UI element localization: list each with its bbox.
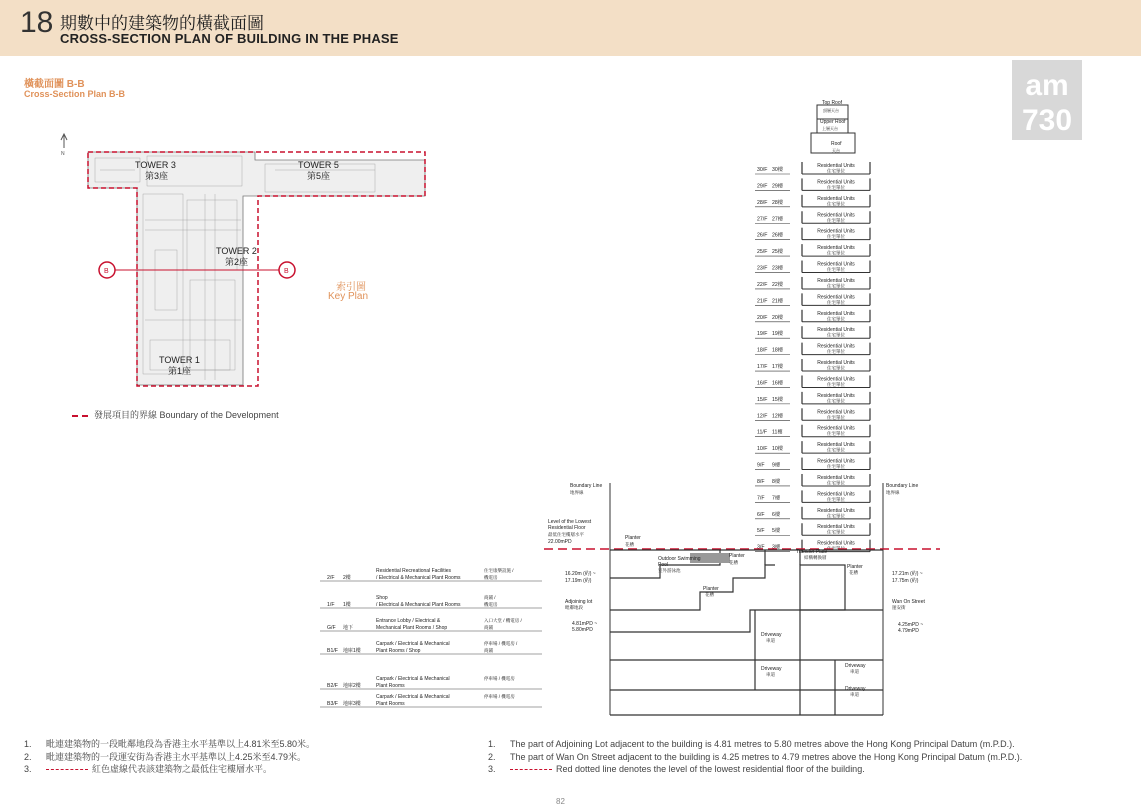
floor-label-zh: 17樓 xyxy=(772,364,783,371)
lower-floor-desc-1: Carpark / Electrical & Mechanical xyxy=(376,694,450,700)
residential-units-en: Residential Units xyxy=(817,261,855,268)
adjoining-lot-zh: 毗鄰地段 xyxy=(565,605,583,610)
note-zh-1: 1. 毗連建築物的一段毗鄰地段為香港主水平基準以上4.81米至5.80米。 xyxy=(24,739,316,749)
residential-units-zh: 住宅單位 xyxy=(827,513,845,519)
driveway-3-en: Driveway xyxy=(845,663,866,669)
lower-floor-zh-2: 機電房 xyxy=(484,575,498,580)
lower-floor-zh-2: 商鋪 xyxy=(484,625,493,630)
planter-2-zh: 花槽 xyxy=(729,560,738,565)
floor-row xyxy=(755,359,870,372)
lower-floor-desc-1: Carpark / Electrical & Mechanical xyxy=(376,641,450,647)
residential-units-zh: 住宅單位 xyxy=(827,234,845,240)
floor-row xyxy=(755,195,870,208)
residential-units-zh: 住宅單位 xyxy=(827,332,845,338)
floor-label-zh: 5樓 xyxy=(772,528,781,535)
lower-floor-row xyxy=(320,640,542,654)
logo-line-1: am xyxy=(1025,69,1069,102)
lower-floor-en: G/F xyxy=(327,625,336,631)
residential-units-en: Residential Units xyxy=(817,277,855,284)
cross-section-drawing xyxy=(320,95,940,715)
transfer-plate-en: Transfer Plate xyxy=(796,549,828,555)
left-level-l2: 17.19m (約) xyxy=(565,578,592,584)
floor-row xyxy=(755,326,870,339)
driveway-2-en: Driveway xyxy=(761,666,782,672)
floor-label-en: 23/F xyxy=(757,265,768,272)
driveway-2-zh: 車道 xyxy=(766,672,775,677)
floor-label-en: 8/F xyxy=(757,478,765,485)
floor-label-zh: 21樓 xyxy=(772,298,783,305)
tower-2-label-zh: 第2座 xyxy=(225,257,249,267)
lower-floor-zh-1: 住宅康樂設施 / xyxy=(484,568,514,573)
residential-units-zh: 住宅單位 xyxy=(827,316,845,322)
planter-1-zh: 花槽 xyxy=(625,542,634,547)
lower-floor-desc-1: Carpark / Electrical & Mechanical xyxy=(376,676,450,682)
residential-units-zh: 住宅單位 xyxy=(827,184,845,190)
residential-units-zh: 住宅單位 xyxy=(827,464,845,470)
floor-label-en: 27/F xyxy=(757,216,768,223)
lower-floor-zh: 2樓 xyxy=(343,575,351,581)
section-number: 18 xyxy=(20,6,54,39)
lower-floor-row xyxy=(320,617,542,631)
roof-zh: 天台 xyxy=(832,148,840,153)
residential-units-en: Residential Units xyxy=(817,458,855,465)
upper-roof-en: Upper Roof xyxy=(820,119,846,125)
svg-text:B: B xyxy=(104,268,109,275)
residential-units-en: Residential Units xyxy=(817,212,855,219)
floor-label-zh: 10樓 xyxy=(772,446,783,453)
residential-units-en: Residential Units xyxy=(817,376,855,383)
floor-label-en: 6/F xyxy=(757,511,765,518)
residential-units-zh: 住宅單位 xyxy=(827,299,845,305)
adjoining-mpd-l1: 4.81mPD ~ xyxy=(572,621,598,627)
floor-row xyxy=(755,310,870,323)
lower-floor-zh: 地下 xyxy=(343,625,354,631)
lower-floor-desc-2: Plant Rooms xyxy=(376,683,405,689)
residential-units-zh: 住宅單位 xyxy=(827,546,845,552)
residential-units-zh: 住宅單位 xyxy=(827,168,845,174)
page-title-en: CROSS-SECTION PLAN OF BUILDING IN THE PHASE xyxy=(60,31,399,46)
floor-label-zh: 30樓 xyxy=(772,167,783,173)
residential-units-zh: 住宅單位 xyxy=(827,431,845,437)
lower-floor-desc-2: Plant Rooms / Shop xyxy=(376,648,421,654)
notes-en xyxy=(488,738,1022,776)
residential-units-en: Residential Units xyxy=(817,392,855,399)
floor-label-en: 5/F xyxy=(757,528,765,535)
floor-label-en: 26/F xyxy=(757,232,768,239)
red-dash-icon xyxy=(510,769,552,770)
residential-units-en: Residential Units xyxy=(817,163,855,169)
residential-units-en: Residential Units xyxy=(817,524,855,531)
residential-units-en: Residential Units xyxy=(817,310,855,317)
tower-5-label-zh: 第5座 xyxy=(307,171,331,181)
floor-row xyxy=(755,162,870,175)
floor-label-zh: 19樓 xyxy=(772,331,783,338)
floor-label-zh: 20樓 xyxy=(772,314,783,321)
lower-floor-en: B3/F xyxy=(327,701,338,707)
residential-units-zh: 住宅單位 xyxy=(827,496,845,502)
pool-l3: 室外游泳池 xyxy=(658,568,681,573)
residential-units-zh: 住宅單位 xyxy=(827,365,845,371)
adjoining-lot-en: Adjoining lot xyxy=(565,599,593,605)
residential-units-en: Residential Units xyxy=(817,195,855,202)
residential-units-en: Residential Units xyxy=(817,294,855,301)
lower-floor-zh: 地庫1樓 xyxy=(343,648,361,654)
left-level-l1: 16.20m (約) ~ xyxy=(565,571,596,577)
right-level-l1: 17.21m (約) ~ xyxy=(892,571,923,577)
tower-1-label-zh: 第1座 xyxy=(168,366,192,376)
note-en-3: 3. Red dotted line denotes the level of the lowest residential floor of the building. xyxy=(488,764,865,774)
planter-1-en: Planter xyxy=(625,535,641,541)
planter-4-zh: 花槽 xyxy=(849,570,858,575)
floor-label-en: 9/F xyxy=(757,462,765,469)
street-mpd-l2: 4.79mPD xyxy=(898,628,919,634)
floor-label-en: 3/F xyxy=(757,544,765,551)
floor-row xyxy=(755,408,870,421)
lowest-floor-l3: 最低住宅樓層水平 xyxy=(548,532,584,537)
red-dash-icon xyxy=(72,415,88,417)
roof-en: Roof xyxy=(831,141,842,147)
residential-units-zh: 住宅單位 xyxy=(827,217,845,223)
floor-label-zh: 23樓 xyxy=(772,265,783,272)
floor-label-en: 19/F xyxy=(757,331,768,338)
podium-outline xyxy=(610,550,883,715)
floor-row xyxy=(755,375,870,388)
street-mpd-l1: 4.25mPD ~ xyxy=(898,622,924,628)
floor-row xyxy=(755,425,870,438)
floor-label-en: 17/F xyxy=(757,364,768,371)
floor-label-zh: 9樓 xyxy=(772,462,781,469)
planter-2-en: Planter xyxy=(729,553,745,559)
tower-3-label-en: TOWER 3 xyxy=(135,160,176,170)
floor-label-zh: 8樓 xyxy=(772,478,781,485)
driveway-4-en: Driveway xyxy=(845,686,866,692)
pool-l2: Pool xyxy=(658,562,669,568)
floor-label-en: 18/F xyxy=(757,347,768,354)
lower-floor-zh: 地庫3樓 xyxy=(343,701,361,707)
floor-label-zh: 27樓 xyxy=(772,216,783,223)
floor-label-zh: 7樓 xyxy=(772,495,781,502)
residential-units-en: Residential Units xyxy=(817,409,855,416)
north-arrow-icon xyxy=(61,134,67,157)
lower-floor-zh: 1樓 xyxy=(343,602,351,608)
boundary-legend xyxy=(72,408,279,421)
lower-floor-zh-1: 商鋪 / xyxy=(484,595,496,600)
lower-floor-desc-2: / Electrical & Mechanical Plant Rooms xyxy=(376,602,461,608)
floor-row xyxy=(755,293,870,306)
residential-units-en: Residential Units xyxy=(817,507,855,514)
floor-label-zh: 6樓 xyxy=(772,511,781,518)
floor-label-zh: 26樓 xyxy=(772,232,783,239)
residential-units-en: Residential Units xyxy=(817,327,855,334)
driveway-4-zh: 車道 xyxy=(850,692,859,697)
lower-floor-desc-1: Entrance Lobby / Electrical & xyxy=(376,618,441,624)
planter-3-zh: 花槽 xyxy=(705,592,714,597)
floor-row xyxy=(755,392,870,405)
floor-label-en: 30/F xyxy=(757,167,768,173)
lower-floor-row xyxy=(320,693,542,707)
lower-floor-row xyxy=(320,675,542,689)
residential-units-zh: 住宅單位 xyxy=(827,349,845,355)
floor-label-en: 15/F xyxy=(757,396,768,403)
residential-units-en: Residential Units xyxy=(817,474,855,481)
residential-units-zh: 住宅單位 xyxy=(827,529,845,535)
floor-label-zh: 28樓 xyxy=(772,199,783,206)
residential-units-zh: 住宅單位 xyxy=(827,381,845,387)
floor-label-zh: 18樓 xyxy=(772,347,783,354)
lower-floor-row xyxy=(320,594,542,608)
residential-units-zh: 住宅單位 xyxy=(827,480,845,486)
logo-line-2: 730 xyxy=(1021,104,1073,137)
lower-floor-table xyxy=(320,567,542,707)
residential-units-en: Residential Units xyxy=(817,343,855,350)
floor-label-zh: 12樓 xyxy=(772,413,783,420)
floor-label-zh: 3樓 xyxy=(772,544,781,551)
tower-floors xyxy=(755,162,870,552)
residential-units-en: Residential Units xyxy=(817,425,855,432)
pool-l1: Outdoor Swimming xyxy=(658,556,701,562)
floor-row xyxy=(755,490,870,503)
key-plan-label-en: Key Plan xyxy=(328,291,369,302)
floor-row xyxy=(755,261,870,274)
section-marker-left xyxy=(99,262,115,278)
svg-text:B: B xyxy=(284,268,289,275)
floor-label-zh: 16樓 xyxy=(772,380,783,387)
key-plan-label-zh: 索引圖 xyxy=(336,282,366,293)
lower-floor-desc-1: Shop xyxy=(376,595,388,601)
section-marker-right xyxy=(279,262,295,278)
floor-row xyxy=(755,474,870,487)
tower-1-label-en: TOWER 1 xyxy=(159,355,200,365)
residential-units-en: Residential Units xyxy=(817,228,855,235)
floor-row xyxy=(755,458,870,471)
section-title-zh: 橫截面圖 B-B xyxy=(24,79,85,90)
am730-logo xyxy=(1012,60,1082,140)
lower-floor-zh-1: 停車場 / 機電房 xyxy=(484,694,515,699)
driveway-1-en: Driveway xyxy=(761,632,782,638)
lower-floor-zh-1: 停車場 / 機電房 / xyxy=(484,641,518,646)
transfer-plate-zh: 結構轉換層 xyxy=(804,555,827,560)
floor-label-en: 25/F xyxy=(757,249,768,256)
lower-floor-zh-2: 商鋪 xyxy=(484,648,493,653)
tower-5-label-en: TOWER 5 xyxy=(298,160,339,170)
lower-floor-row xyxy=(320,567,542,581)
floor-label-en: 20/F xyxy=(757,314,768,321)
top-roof-en: Top Roof xyxy=(822,100,843,106)
floor-row xyxy=(755,211,870,224)
wan-on-street-zh: 運安街 xyxy=(892,605,906,610)
floor-row xyxy=(755,178,870,191)
residential-units-zh: 住宅單位 xyxy=(827,201,845,207)
floor-label-zh: 22樓 xyxy=(772,281,783,288)
residential-units-en: Residential Units xyxy=(817,360,855,367)
residential-units-en: Residential Units xyxy=(817,179,855,186)
section-title-en: Cross-Section Plan B-B xyxy=(24,89,126,99)
note-en-1: 1. The part of Adjoining Lot adjacent to the building is 4.81 metres to 5.80 metres above the Hong Kong Principal Datum (m.P.D.). xyxy=(488,739,1015,749)
residential-units-en: Residential Units xyxy=(817,245,855,252)
floor-label-en: 10/F xyxy=(757,446,768,453)
residential-units-zh: 住宅單位 xyxy=(827,447,845,453)
page-header xyxy=(0,0,1141,56)
boundary-line-left-en: Boundary Line xyxy=(570,483,603,489)
driveway-1-zh: 車道 xyxy=(766,638,775,643)
residential-units-en: Residential Units xyxy=(817,540,855,547)
residential-units-zh: 住宅單位 xyxy=(827,414,845,420)
boundary-line-left-zh: 地界線 xyxy=(570,490,584,495)
adjoining-mpd-l2: 5.80mPD xyxy=(572,627,593,633)
residential-units-en: Residential Units xyxy=(817,442,855,449)
page-title-zh: 期數中的建築物的橫截面圖 xyxy=(60,14,264,33)
lower-floor-en: 2/F xyxy=(327,575,335,581)
lower-floor-zh: 地庫2樓 xyxy=(343,683,361,689)
floor-label-zh: 11樓 xyxy=(772,429,783,436)
note-zh-3: 3. 紅色虛線代表該建築物之最低住宅樓層水平。 xyxy=(24,764,273,774)
residential-units-zh: 住宅單位 xyxy=(827,283,845,289)
note-zh-2: 2. 毗連建築物的一段運安街為香港主水平基準以上4.25米至4.79米。 xyxy=(24,751,307,762)
residential-units-zh: 住宅單位 xyxy=(827,250,845,256)
residential-units-en: Residential Units xyxy=(817,491,855,498)
planter-4-en: Planter xyxy=(847,564,863,570)
key-plan xyxy=(55,130,339,395)
floor-label-en: 12/F xyxy=(757,413,768,420)
lower-floor-desc-2: Mechanical Plant Rooms / Shop xyxy=(376,625,448,631)
lower-floor-en: B2/F xyxy=(327,683,338,689)
boundary-line-right-zh: 地界線 xyxy=(886,490,900,495)
floor-label-zh: 29樓 xyxy=(772,183,783,190)
upper-roof-zh: 上層天台 xyxy=(822,126,838,131)
floor-row xyxy=(755,228,870,241)
lower-floor-desc-2: / Electrical & Mechanical Plant Rooms xyxy=(376,575,461,581)
floor-row xyxy=(755,523,870,536)
page-number: 82 xyxy=(556,797,565,806)
north-label: N xyxy=(61,151,65,157)
boundary-line-right-en: Boundary Line xyxy=(886,483,919,489)
floor-row xyxy=(755,277,870,290)
note-en-2: 2. The part of Wan On Street adjacent to the building is 4.25 metres to 4.79 metres above the Hong Kong Principal Datum (m.P.D.). xyxy=(488,751,1023,762)
lower-floor-desc-1: Residential Recreational Facilities xyxy=(376,568,452,574)
lower-floor-zh-1: 入口大堂 / 機電房 / xyxy=(484,618,522,623)
residential-units-zh: 住宅單位 xyxy=(827,398,845,404)
residential-units-zh: 住宅單位 xyxy=(827,267,845,273)
wan-on-street-en: Wan On Street xyxy=(892,599,925,605)
lower-floor-zh-1: 停車場 / 機電房 xyxy=(484,676,515,681)
floor-label-en: 28/F xyxy=(757,199,768,206)
tower-2-label-en: TOWER 2 xyxy=(216,246,257,256)
top-roof-zh: 頂層天台 xyxy=(823,108,839,113)
floor-label-en: 21/F xyxy=(757,298,768,305)
lower-floor-desc-2: Plant Rooms xyxy=(376,701,405,707)
lowest-floor-l1: Level of the Lowest xyxy=(548,519,592,525)
lower-floor-en: B1/F xyxy=(327,648,338,654)
floor-label-en: 16/F xyxy=(757,380,768,387)
floor-row xyxy=(755,244,870,257)
right-level-l2: 17.75m (約) xyxy=(892,578,919,584)
tower-3-label-zh: 第3座 xyxy=(145,171,169,181)
floor-label-zh: 15樓 xyxy=(772,396,783,403)
floor-label-zh: 25樓 xyxy=(772,249,783,256)
planter-3-en: Planter xyxy=(703,586,719,592)
red-dash-icon xyxy=(46,769,88,770)
lower-floor-en: 1/F xyxy=(327,602,335,608)
floor-row xyxy=(755,507,870,520)
floor-label-en: 7/F xyxy=(757,495,765,502)
notes-zh xyxy=(24,738,315,776)
boundary-legend-text: 發展項目的界線 Boundary of the Development xyxy=(94,410,279,420)
lowest-floor-l2: Residential Floor xyxy=(548,525,586,531)
driveway-3-zh: 車道 xyxy=(850,669,859,674)
floor-label-en: 22/F xyxy=(757,281,768,288)
lowest-floor-l4: 22.00mPD xyxy=(548,539,572,545)
lower-floor-zh-2: 機電房 xyxy=(484,602,498,607)
floor-row xyxy=(755,441,870,454)
floor-label-en: 29/F xyxy=(757,183,768,190)
floor-label-en: 11/F xyxy=(757,429,767,436)
floor-row xyxy=(755,343,870,356)
